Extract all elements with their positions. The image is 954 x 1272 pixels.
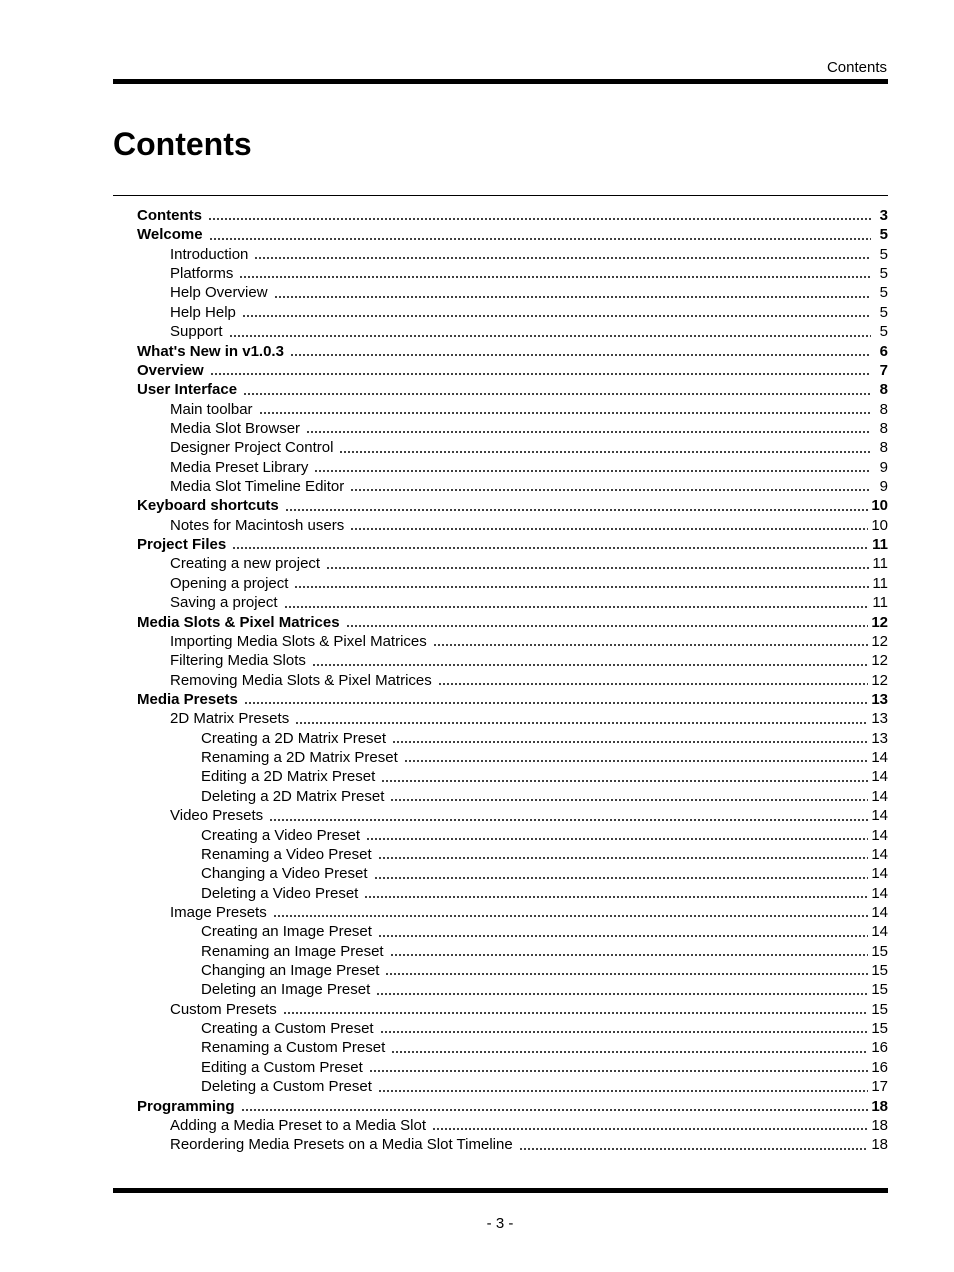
toc-entry-page: 16	[871, 1058, 888, 1076]
toc-entry-page: 7	[879, 361, 888, 379]
toc-entry-title: Creating an Image Preset	[201, 923, 372, 941]
dot-leader	[432, 1127, 868, 1131]
toc-entry-page: 14	[871, 749, 888, 767]
dot-leader	[209, 237, 871, 241]
dot-leader	[208, 217, 871, 221]
dot-leader	[294, 585, 869, 589]
toc-entry[interactable]	[113, 535, 888, 554]
toc-entry[interactable]	[113, 419, 888, 438]
toc-entry-page: 5	[879, 265, 888, 283]
toc-entry-title: Help Overview	[170, 284, 268, 302]
toc-entry-page: 12	[871, 652, 888, 670]
toc-entry-page: 14	[871, 787, 888, 805]
dot-leader	[339, 450, 871, 454]
toc-entry[interactable]	[113, 593, 888, 612]
dot-leader	[283, 1011, 869, 1015]
toc-entry-page: 5	[879, 245, 888, 263]
toc-entry-page: 6	[879, 342, 888, 360]
dot-leader	[381, 779, 868, 783]
dot-leader	[244, 701, 868, 705]
toc-entry[interactable]	[113, 283, 888, 302]
toc-entry-page: 13	[871, 710, 888, 728]
toc-entry[interactable]	[113, 516, 888, 535]
dot-leader	[326, 566, 869, 570]
toc-entry[interactable]	[113, 864, 888, 883]
toc-entry-title: Media Slot Timeline Editor	[170, 478, 345, 496]
toc-entry-page: 14	[871, 826, 888, 844]
toc-entry-title: Saving a project	[170, 594, 278, 612]
toc-entry[interactable]	[113, 690, 888, 709]
toc-entry-page: 5	[879, 323, 888, 341]
toc-entry-title: Designer Project Control	[170, 439, 334, 457]
running-header: Contents	[826, 59, 887, 76]
toc-entry-page: 15	[871, 962, 888, 980]
dot-leader	[364, 895, 868, 899]
toc-entry-page: 10	[871, 516, 888, 534]
toc-entry[interactable]	[113, 245, 888, 264]
toc-entry-title: Creating a Video Preset	[201, 826, 360, 844]
toc-entry[interactable]	[113, 671, 888, 690]
toc-entry[interactable]	[113, 342, 888, 361]
toc-entry[interactable]	[113, 980, 888, 999]
dot-leader	[378, 1089, 868, 1093]
toc-entry-page: 15	[871, 981, 888, 999]
toc-entry[interactable]	[113, 1116, 888, 1135]
toc-entry-page: 8	[879, 419, 888, 437]
toc-entry-page: 8	[879, 381, 888, 399]
dot-leader	[374, 876, 869, 880]
dot-leader	[385, 972, 868, 976]
toc-entry-title: Renaming a Custom Preset	[201, 1039, 386, 1057]
toc-entry[interactable]	[113, 1135, 888, 1154]
toc-entry-page: 13	[871, 729, 888, 747]
toc-entry-page: 11	[872, 536, 888, 554]
toc-entry-title: Changing an Image Preset	[201, 962, 380, 980]
dot-leader	[378, 934, 868, 938]
toc-entry-page: 9	[879, 458, 888, 476]
title-rule	[113, 195, 888, 196]
toc-entry[interactable]	[113, 1097, 888, 1116]
toc-entry[interactable]	[113, 942, 888, 961]
toc-entry-page: 14	[871, 884, 888, 902]
toc-entry-page: 5	[879, 226, 888, 244]
dot-leader	[241, 1108, 869, 1112]
toc-entry[interactable]	[113, 477, 888, 496]
toc-entry-title: Media Slot Browser	[170, 419, 301, 437]
toc-entry-title: Renaming a Video Preset	[201, 845, 372, 863]
toc-entry-page: 9	[879, 478, 888, 496]
toc-entry[interactable]	[113, 574, 888, 593]
toc-entry-title: Programming	[137, 1097, 235, 1115]
toc-entry-title: Overview	[137, 361, 204, 379]
toc-entry-title: Deleting an Image Preset	[201, 981, 371, 999]
toc-entry[interactable]	[113, 748, 888, 767]
dot-leader	[243, 392, 871, 396]
toc-entry[interactable]	[113, 1058, 888, 1077]
toc-entry[interactable]	[113, 845, 888, 864]
toc-entry-page: 11	[872, 594, 888, 612]
toc-entry-title: Removing Media Slots & Pixel Matrices	[170, 671, 432, 689]
toc-entry-title: Adding a Media Preset to a Media Slot	[170, 1116, 426, 1134]
toc-entry-title: Image Presets	[170, 903, 267, 921]
toc-entry-title: Changing a Video Preset	[201, 865, 368, 883]
dot-leader	[376, 992, 868, 996]
toc-entry[interactable]	[113, 1077, 888, 1096]
toc-entry-page: 3	[879, 207, 888, 224]
toc-entry-page: 14	[871, 807, 888, 825]
toc-entry-title: Opening a project	[170, 574, 289, 592]
dot-leader	[232, 546, 869, 550]
toc-entry-page: 14	[871, 768, 888, 786]
dot-leader	[242, 314, 871, 318]
dot-leader	[306, 430, 871, 434]
toc-entry[interactable]	[113, 1000, 888, 1019]
toc-entry-title: Help Help	[170, 303, 236, 321]
toc-entry-title: User Interface	[137, 381, 238, 399]
dot-leader	[259, 411, 871, 415]
dot-leader	[269, 818, 868, 822]
dot-leader	[366, 837, 868, 841]
toc-entry-title: Media Presets	[137, 690, 238, 708]
toc-entry-title: Creating a Custom Preset	[201, 1020, 374, 1038]
dot-leader	[369, 1069, 869, 1073]
toc-entry-title: Importing Media Slots & Pixel Matrices	[170, 632, 427, 650]
toc-entry-title: Introduction	[170, 245, 249, 263]
toc-entry[interactable]	[113, 303, 888, 322]
toc-entry[interactable]	[113, 1019, 888, 1038]
toc-entry-page: 16	[871, 1039, 888, 1057]
toc-entry-title: Media Slots & Pixel Matrices	[137, 613, 340, 631]
toc-entry-title: What's New in v1.0.3	[137, 342, 284, 360]
toc-entry-page: 8	[879, 439, 888, 457]
toc-entry[interactable]	[113, 903, 888, 922]
dot-leader	[391, 1050, 868, 1054]
toc-entry-page: 15	[871, 1000, 888, 1018]
dot-leader	[392, 740, 868, 744]
page-number: - 3 -	[486, 1215, 514, 1232]
toc-entry[interactable]	[113, 961, 888, 980]
toc-entry-page: 14	[871, 923, 888, 941]
toc-entry[interactable]	[113, 206, 888, 225]
table-of-contents	[113, 206, 888, 1155]
toc-entry-title: Editing a 2D Matrix Preset	[201, 768, 376, 786]
toc-entry-page: 17	[871, 1078, 888, 1096]
toc-entry-page: 13	[871, 690, 888, 708]
dot-leader	[210, 372, 871, 376]
toc-entry[interactable]	[113, 225, 888, 244]
toc-entry[interactable]	[113, 400, 888, 419]
toc-entry-page: 12	[871, 613, 888, 631]
dot-leader	[273, 914, 869, 918]
toc-entry-title: Deleting a Custom Preset	[201, 1078, 372, 1096]
toc-entry-page: 10	[871, 497, 888, 515]
dot-leader	[350, 527, 868, 531]
toc-entry-title: Renaming a 2D Matrix Preset	[201, 749, 398, 767]
toc-entry-title: Notes for Macintosh users	[170, 516, 345, 534]
toc-entry[interactable]	[113, 787, 888, 806]
dot-leader	[314, 469, 871, 473]
toc-entry-title: Reordering Media Presets on a Media Slot Timeline	[170, 1136, 513, 1154]
toc-entry[interactable]	[113, 554, 888, 573]
toc-entry-page: 18	[871, 1116, 888, 1134]
dot-leader	[346, 624, 869, 628]
header-rule	[113, 79, 888, 84]
toc-entry[interactable]	[113, 380, 888, 399]
dot-leader	[380, 1030, 869, 1034]
toc-entry-page: 12	[871, 632, 888, 650]
dot-leader	[519, 1147, 869, 1151]
toc-entry-page: 12	[871, 671, 888, 689]
toc-entry[interactable]	[113, 709, 888, 728]
toc-entry-title: Creating a 2D Matrix Preset	[201, 729, 387, 747]
toc-entry-title: Keyboard shortcuts	[137, 497, 279, 515]
dot-leader	[312, 663, 868, 667]
dot-leader	[390, 798, 868, 802]
dot-leader	[295, 721, 868, 725]
toc-entry-page: 5	[879, 303, 888, 321]
toc-entry-title: Project Files	[137, 536, 227, 554]
dot-leader	[284, 605, 870, 609]
dot-leader	[438, 682, 869, 686]
dot-leader	[390, 953, 869, 957]
toc-entry[interactable]	[113, 613, 888, 632]
dot-leader	[254, 256, 871, 260]
toc-entry-page: 18	[871, 1097, 888, 1115]
toc-entry[interactable]	[113, 922, 888, 941]
toc-entry-page: 11	[872, 555, 888, 573]
toc-entry[interactable]	[113, 767, 888, 786]
toc-entry[interactable]	[113, 361, 888, 380]
dot-leader	[433, 643, 869, 647]
toc-entry-title: 2D Matrix Presets	[170, 710, 290, 728]
toc-entry-title: Media Preset Library	[170, 458, 309, 476]
toc-entry-title: Welcome	[137, 226, 203, 244]
toc-entry-title: Editing a Custom Preset	[201, 1058, 363, 1076]
toc-entry[interactable]	[113, 1038, 888, 1057]
toc-entry-title: Video Presets	[170, 807, 264, 825]
toc-entry-page: 18	[871, 1136, 888, 1154]
toc-entry[interactable]	[113, 651, 888, 670]
toc-entry[interactable]	[113, 884, 888, 903]
toc-entry[interactable]	[113, 438, 888, 457]
dot-leader	[274, 295, 871, 299]
toc-entry-title: Support	[170, 323, 223, 341]
toc-entry-title: Creating a new project	[170, 555, 321, 573]
dot-leader	[229, 334, 871, 338]
toc-entry-title: Deleting a Video Preset	[201, 884, 359, 902]
toc-entry[interactable]	[113, 729, 888, 748]
toc-entry[interactable]	[113, 264, 888, 283]
toc-entry-page: 15	[871, 1020, 888, 1038]
toc-entry-title: Main toolbar	[170, 400, 253, 418]
toc-entry[interactable]	[113, 632, 888, 651]
dot-leader	[239, 275, 871, 279]
toc-entry-title: Contents	[137, 207, 202, 224]
toc-entry-page: 14	[871, 865, 888, 883]
toc-entry-page: 15	[871, 942, 888, 960]
dot-leader	[378, 856, 869, 860]
toc-entry[interactable]	[113, 458, 888, 477]
toc-entry-title: Renaming an Image Preset	[201, 942, 384, 960]
toc-entry-page: 5	[879, 284, 888, 302]
toc-entry-page: 11	[872, 574, 888, 592]
page-title: Contents	[113, 126, 252, 162]
toc-entry-title: Custom Presets	[170, 1000, 277, 1018]
toc-entry-page: 14	[871, 845, 888, 863]
toc-entry-page: 8	[879, 400, 888, 418]
toc-entry-title: Platforms	[170, 265, 234, 283]
dot-leader	[285, 508, 869, 512]
dot-leader	[350, 488, 871, 492]
dot-leader	[290, 353, 871, 357]
toc-entry-title: Deleting a 2D Matrix Preset	[201, 787, 385, 805]
toc-entry[interactable]	[113, 496, 888, 515]
footer-rule	[113, 1188, 888, 1193]
toc-entry-page: 14	[871, 903, 888, 921]
toc-entry-title: Filtering Media Slots	[170, 652, 306, 670]
toc-entry[interactable]	[113, 806, 888, 825]
dot-leader	[404, 759, 869, 763]
toc-entry[interactable]	[113, 826, 888, 845]
toc-entry[interactable]	[113, 322, 888, 341]
